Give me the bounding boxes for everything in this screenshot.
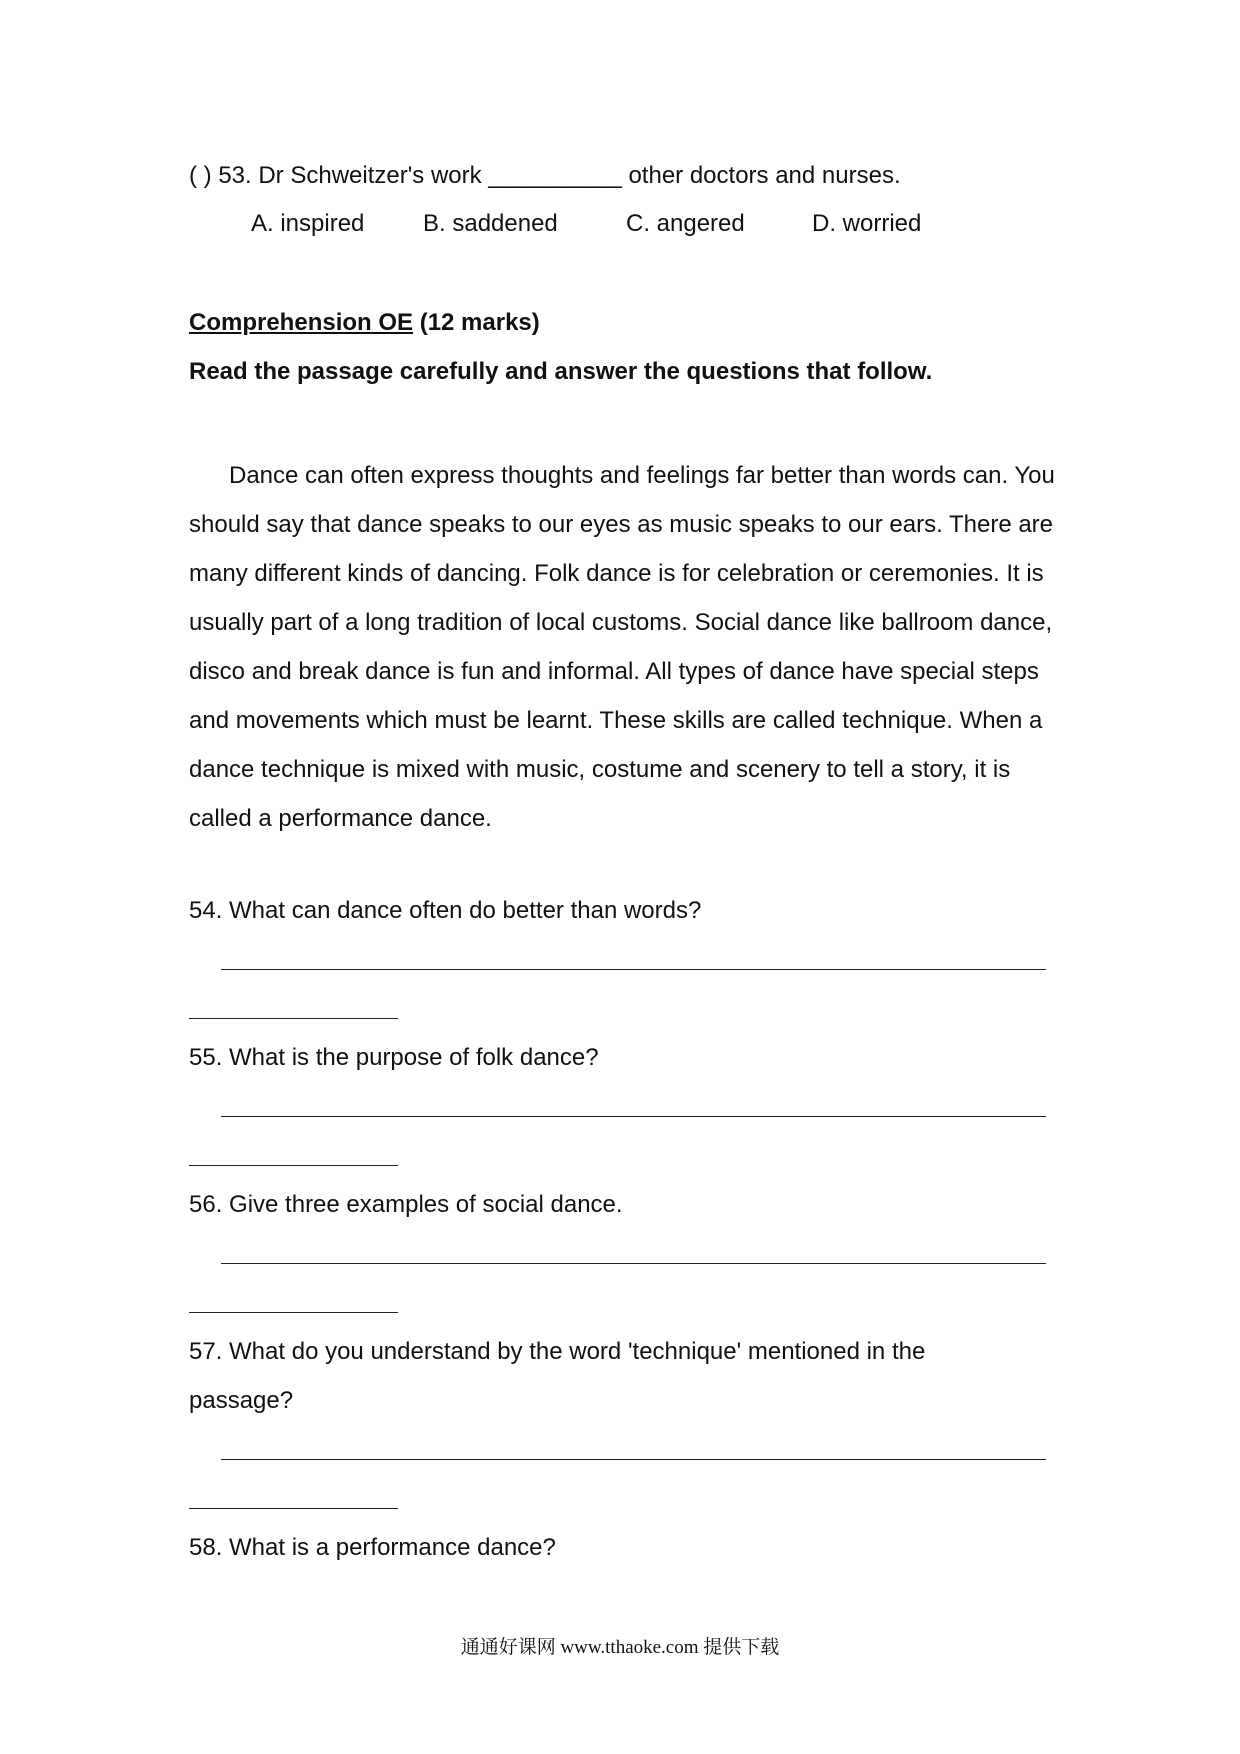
answer-line-55a[interactable] bbox=[221, 1116, 1046, 1117]
question-53-stem: ( ) 53. Dr Schweitzer's work __________ other doctors and nurses. bbox=[189, 162, 901, 189]
answer-line-57b[interactable] bbox=[189, 1508, 398, 1509]
q53-option-b[interactable]: B. saddened bbox=[423, 210, 558, 237]
answer-line-54b[interactable] bbox=[189, 1018, 398, 1019]
question-56: 56. Give three examples of social dance. bbox=[189, 1191, 623, 1218]
answer-line-56a[interactable] bbox=[221, 1263, 1046, 1264]
question-57-line1: 57. What do you understand by the word 'technique' mentioned in the bbox=[189, 1338, 926, 1365]
section-marks: (12 marks) bbox=[413, 309, 540, 336]
answer-line-55b[interactable] bbox=[189, 1165, 398, 1166]
question-57-line2: passage? bbox=[189, 1387, 294, 1414]
answer-line-57a[interactable] bbox=[221, 1459, 1046, 1460]
passage-paragraph: Dance can often express thoughts and feelings far better than words can. You should say that dance speaks to our eyes as music speaks to our ears. There are many different kinds of dancing. Folk dance is for celebration or ceremonies. It is usually part of a long tradition of local customs. Social dance like ballroom dance, disco and break dance is fun and informal. All types of dance have special steps and movements which must be learnt. These skills are called technique. When a dance technique is mixed with music, costume and scenery to tell a story, it is called a performance dance. bbox=[189, 462, 1055, 832]
question-58: 58. What is a performance dance? bbox=[189, 1534, 556, 1561]
answer-line-56b[interactable] bbox=[189, 1312, 398, 1313]
q53-option-d[interactable]: D. worried bbox=[812, 210, 922, 237]
section-title: Comprehension OE bbox=[189, 309, 414, 336]
question-55: 55. What is the purpose of folk dance? bbox=[189, 1044, 599, 1071]
q53-option-a[interactable]: A. inspired bbox=[251, 210, 365, 237]
q53-option-c[interactable]: C. angered bbox=[626, 210, 745, 237]
section-instruction: Read the passage carefully and answer the questions that follow. bbox=[189, 358, 933, 385]
answer-line-54a[interactable] bbox=[221, 969, 1046, 970]
section-heading bbox=[189, 308, 540, 338]
page-footer: 通通好课网 www.tthaoke.com 提供下载 bbox=[460, 1637, 780, 1658]
question-54: 54. What can dance often do better than words? bbox=[189, 897, 702, 924]
